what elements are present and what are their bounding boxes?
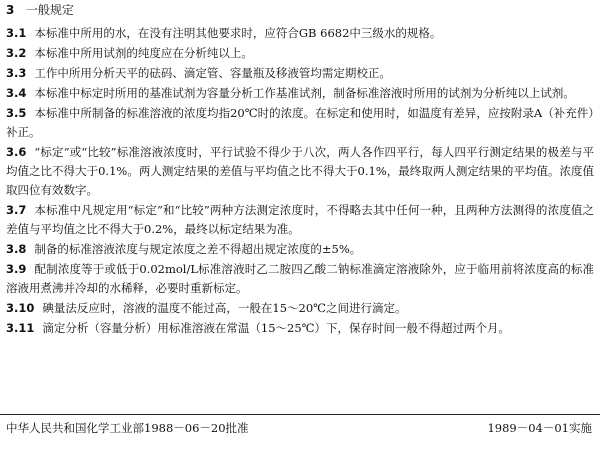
clause-3-6 — [6, 143, 594, 200]
clause-3-1 — [6, 24, 594, 43]
clause-list — [6, 24, 594, 339]
approval-line: 中华人民共和国化学工业部1988－06－20批准 — [6, 421, 249, 435]
clause-3-5 — [6, 104, 594, 142]
section-title: 一般规定 — [25, 3, 74, 17]
clause-number: 3.2 — [6, 46, 27, 60]
footer-divider — [0, 414, 600, 415]
clause-number: 3.4 — [6, 86, 27, 100]
section-number: 3 — [6, 3, 15, 17]
clause-text: 本标准中所制备的标准溶液的浓度均指20℃时的浓度。在标定和使用时，如温度有差异，应按附录A（补充件）补正。 — [6, 106, 594, 139]
clause-text: 本标准中所用的水，在没有注明其他要求时，应符合GB 6682中三级水的规格。 — [34, 26, 442, 40]
clause-number: 3.10 — [6, 301, 35, 315]
clause-3-10 — [6, 299, 594, 318]
clause-number: 3.7 — [6, 203, 27, 217]
clause-text: “标定”或“比较”标准溶液浓度时，平行试验不得少于八次，两人各作四平行，每人四平行测定结果的极差与平均值之比不得大于0.1%。两人测定结果的差值与平均值之比不得大于0.1%，最终取两人测定结果的平均值。浓度值取四位有效数字。 — [6, 145, 594, 197]
section-heading — [6, 2, 74, 18]
clause-text: 本标准中凡规定用“标定”和“比较”两种方法测定浓度时，不得略去其中任何一种，且两种方法测得的浓度值之差值与平均值之比不得大于0.2%，最终以标定结果为准。 — [6, 203, 594, 236]
clause-3-9 — [6, 260, 594, 298]
clause-3-3 — [6, 64, 594, 83]
clause-number: 3.5 — [6, 106, 27, 120]
clause-text: 配制浓度等于或低于0.02mol/L标准溶液时乙二胺四乙酸二钠标准滴定溶液除外，应于临用前将浓度高的标准溶液用煮沸并冷却的水稀释，必要时重新标定。 — [6, 262, 594, 295]
clause-text: 本标准中标定时所用的基准试剂为容量分析工作基准试剂，制备标准溶液时所用的试剂为分析纯以上试剂。 — [34, 86, 575, 100]
clause-3-4 — [6, 84, 594, 103]
clause-number: 3.9 — [6, 262, 27, 276]
clause-3-11 — [6, 319, 594, 338]
effective-date: 1989－04－01实施 — [487, 421, 592, 435]
page-footer — [6, 420, 592, 436]
clause-number: 3.3 — [6, 66, 27, 80]
clause-number: 3.11 — [6, 321, 35, 335]
clause-number: 3.8 — [6, 242, 27, 256]
clause-text: 工作中所用分析天平的砝码、滴定管、容量瓶及移液管均需定期校正。 — [34, 66, 391, 80]
clause-3-7 — [6, 201, 594, 239]
clause-text: 滴定分析（容量分析）用标准溶液在常温（15～25℃）下，保存时间一般不得超过两个月。 — [42, 321, 511, 335]
clause-text: 碘量法反应时，溶液的温度不能过高，一般在15～20℃之间进行滴定。 — [42, 301, 407, 315]
clause-number: 3.6 — [6, 145, 27, 159]
clause-3-8 — [6, 240, 594, 259]
clause-number: 3.1 — [6, 26, 27, 40]
clause-text: 本标准中所用试剂的纯度应在分析纯以上。 — [34, 46, 253, 60]
clause-3-2 — [6, 44, 594, 63]
clause-text: 制备的标准溶液浓度与规定浓度之差不得超出规定浓度的±5%。 — [34, 242, 362, 256]
